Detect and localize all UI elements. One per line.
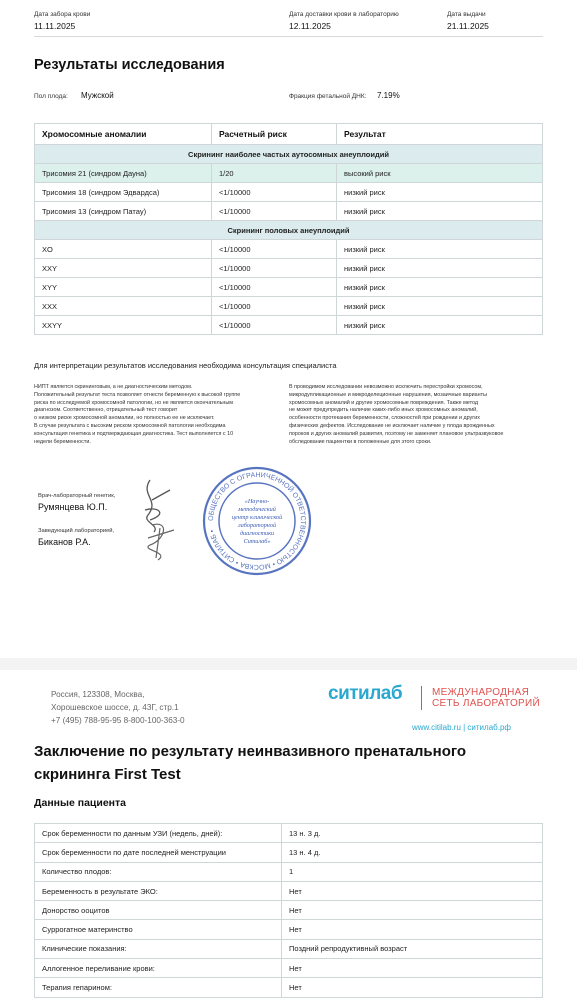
- issue-date: 21.11.2025: [447, 21, 489, 31]
- column-header: Хромосомные аномалии: [35, 124, 212, 145]
- table-cell: Количество плодов:: [35, 862, 282, 881]
- table-cell: XXY: [35, 259, 212, 278]
- table-row: [35, 862, 543, 881]
- consultation-note: Для интерпретации результатов исследования необходима консультация специалиста: [34, 361, 337, 370]
- fetal-sex-value: Мужской: [81, 91, 114, 100]
- table-row: [35, 920, 543, 939]
- table-row: [35, 901, 543, 920]
- website-links[interactable]: www.citilab.ru | ситилаб.рф: [412, 723, 511, 732]
- table-cell: Нет: [282, 978, 543, 997]
- stamp-ring-text: ОБЩЕСТВО С ОГРАНИЧЕННОЙ ОТВЕТСТВЕННОСТЬЮ • МОСКВА • СИТИЛАБ •: [207, 471, 307, 571]
- doctor-role: Врач-лабораторный генетик,: [38, 493, 116, 499]
- table-cell: <1/10000: [212, 316, 337, 335]
- address-line: Хорошевское шоссе, д. 43Г, стр.1: [51, 703, 179, 712]
- stamp-center-line: центр клинической: [231, 514, 283, 521]
- table-cell: низкий риск: [337, 202, 543, 221]
- table-cell: <1/10000: [212, 278, 337, 297]
- patient-heading: Данные пациента: [34, 797, 126, 809]
- stamp-center-line: диагностики: [239, 530, 275, 537]
- lab-stamp: [201, 465, 313, 577]
- table-row: [35, 959, 543, 978]
- table-cell: 1: [282, 862, 543, 881]
- table-cell: Нет: [282, 901, 543, 920]
- column-header: Расчетный риск: [212, 124, 337, 145]
- phone-numbers: +7 (495) 788-95-95 8-800-100-363-0: [51, 716, 185, 725]
- table-cell: низкий риск: [337, 316, 543, 335]
- collection-date-label: Дата забора крови: [34, 11, 91, 18]
- table-cell: Беременность в результате ЭКО:: [35, 881, 282, 900]
- table-row: [35, 824, 543, 843]
- table-row: [35, 240, 543, 259]
- table-row: [35, 297, 543, 316]
- table-cell: 13 н. 3 д.: [282, 824, 543, 843]
- table-cell: низкий риск: [337, 259, 543, 278]
- table-cell: Нет: [282, 881, 543, 900]
- table-cell: <1/10000: [212, 240, 337, 259]
- table-cell: Срок беременности по данным УЗИ (недель, дней):: [35, 824, 282, 843]
- table-cell: Нет: [282, 920, 543, 939]
- table-cell: низкий риск: [337, 278, 543, 297]
- table-cell: Аллогенное переливание крови:: [35, 959, 282, 978]
- table-cell: низкий риск: [337, 297, 543, 316]
- citilab-logo: ситилаб: [328, 683, 403, 704]
- patient-table: [34, 823, 543, 998]
- table-cell: XXX: [35, 297, 212, 316]
- stamp-center-line: лабораторной: [237, 522, 277, 529]
- network-line: СЕТЬ ЛАБОРАТОРИЙ: [432, 698, 540, 709]
- results-title: Результаты исследования: [34, 57, 225, 73]
- logo-divider: [421, 686, 422, 710]
- disclaimer-left: НИПТ является скрининговым, а не диагностическим методом. Положительный результат теста позволяет отнести беременную к высокой группе риска по исследуемой хромосомной патологии, но не является окончательным диагнозом. Соответственно, отрицательный тест говорит о низком риске хромосомной аномалии, но полностью ее не исключает. В случае результата с высоким риском хромосомной патологии необходима консультация генетика и подтверждающая диагностика. Тест выполняется с 10 недели беременности.: [34, 384, 241, 445]
- stamp-center-line: методический: [238, 506, 276, 513]
- table-row: [35, 278, 543, 297]
- table-row: [35, 259, 543, 278]
- table-row: [35, 881, 543, 900]
- head-name: Биканов Р.А.: [38, 537, 91, 547]
- column-header: Результат: [337, 124, 543, 145]
- results-table: [34, 123, 543, 335]
- collection-date: 11.11.2025: [34, 21, 76, 31]
- table-cell: Трисомия 13 (синдром Патау): [35, 202, 212, 221]
- fetal-sex-label: Пол плода:: [34, 93, 68, 100]
- table-row: [35, 939, 543, 958]
- table-row: [35, 843, 543, 862]
- table-row: [35, 183, 543, 202]
- header-divider: [34, 36, 543, 37]
- table-cell: Нет: [282, 959, 543, 978]
- table-cell: <1/10000: [212, 202, 337, 221]
- issue-date-label: Дата выдачи: [447, 11, 486, 18]
- table-cell: Клинические показания:: [35, 939, 282, 958]
- table-cell: XXYY: [35, 316, 212, 335]
- table-cell: XO: [35, 240, 212, 259]
- section-header: Скрининг наиболее частых аутосомных анеуплоидий: [35, 145, 543, 164]
- table-cell: Поздний репродуктивный возраст: [282, 939, 543, 958]
- table-cell: Терапия гепарином:: [35, 978, 282, 997]
- handwritten-signatures: [130, 470, 190, 565]
- table-cell: высокий риск: [337, 164, 543, 183]
- table-cell: низкий риск: [337, 183, 543, 202]
- section-header: Скрининг половых анеуплоидий: [35, 221, 543, 240]
- stamp-center-line: «Научно-: [244, 498, 270, 505]
- table-cell: <1/10000: [212, 259, 337, 278]
- address-line: Россия, 123308, Москва,: [51, 690, 145, 699]
- page-separator: [0, 658, 577, 670]
- doctor-name: Румянцева Ю.П.: [38, 502, 108, 512]
- fetal-fraction-label: Фракция фетальной ДНК:: [289, 93, 367, 100]
- table-row: [35, 978, 543, 997]
- table-cell: Суррогатное материнство: [35, 920, 282, 939]
- table-row: [35, 164, 543, 183]
- conclusion-title: Заключение по результату неинвазивного пренатального скрининга First Test: [34, 743, 467, 783]
- network-line: МЕЖДУНАРОДНАЯ: [432, 687, 530, 698]
- stamp-center-line: Ситилаб»: [243, 538, 271, 545]
- table-cell: 13 н. 4 д.: [282, 843, 543, 862]
- table-cell: <1/10000: [212, 183, 337, 202]
- delivery-date: 12.11.2025: [289, 21, 331, 31]
- delivery-date-label: Дата доставки крови в лабораторию: [289, 11, 399, 18]
- disclaimer-right: В проводимом исследовании невозможно исключить перестройки хромосом, микродупликационные и микроделеционные нарушения, мозаичные варианты хромосомных аномалий и другие хромосомные повреждения. Также метод не может предупредить наличие каких-либо иных хромосомных аномалий, особенности протекания беременности, сложностей при рождении и других физических дефектов. Исследование не исключает наличие у плода врожденных пороков и других аномалий развития, поэтому не заменяет плановое ультразвуковое обследование пациентки в положенные для этого сроки.: [289, 384, 504, 445]
- table-cell: 1/20: [212, 164, 337, 183]
- table-cell: XYY: [35, 278, 212, 297]
- table-row: [35, 316, 543, 335]
- head-role: Заведующий лабораторией,: [38, 528, 115, 534]
- table-cell: Срок беременности по дате последней менструации: [35, 843, 282, 862]
- table-cell: Донорство ооцитов: [35, 901, 282, 920]
- table-cell: <1/10000: [212, 297, 337, 316]
- table-cell: низкий риск: [337, 240, 543, 259]
- fetal-fraction-value: 7.19%: [377, 91, 400, 100]
- table-cell: Трисомия 21 (синдром Дауна): [35, 164, 212, 183]
- table-cell: Трисомия 18 (синдром Эдвардса): [35, 183, 212, 202]
- table-row: [35, 202, 543, 221]
